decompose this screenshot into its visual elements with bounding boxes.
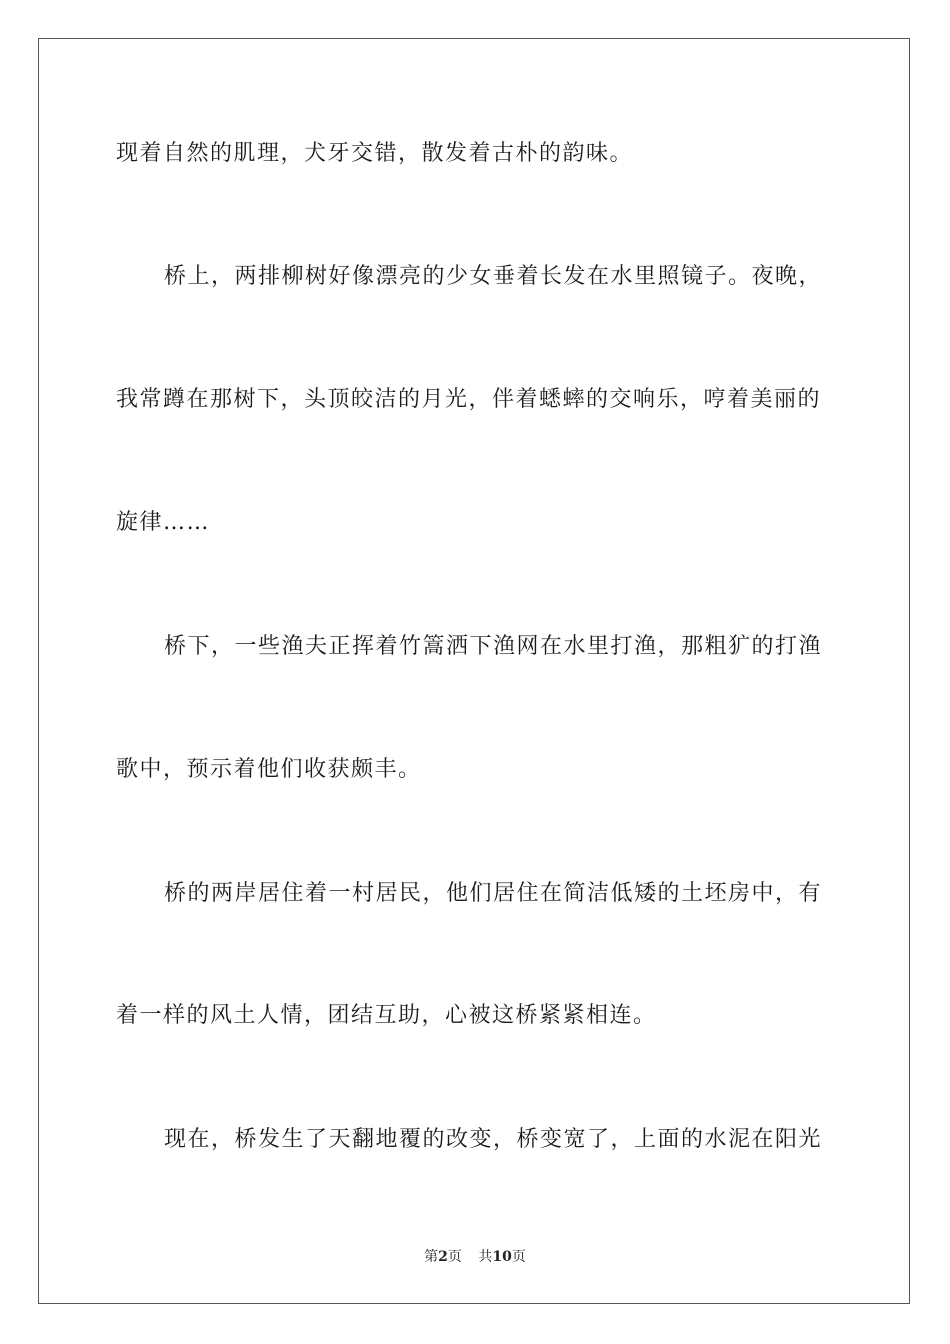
- paragraph-line-5: 桥下，一些渔夫正挥着竹篙洒下渔网在水里打渔，那粗犷的打渔: [164, 634, 823, 659]
- page-footer: [0, 1246, 950, 1266]
- paragraph-line-7: 桥的两岸居住着一村居民，他们居住在简洁低矮的土坯房中，有: [164, 881, 823, 906]
- paragraph-line-1: 现着自然的肌理，犬牙交错，散发着古朴的韵味。: [116, 141, 634, 166]
- paragraph-line-4: 旋律……: [116, 510, 211, 535]
- page-suffix: 页: [447, 1249, 462, 1265]
- paragraph-line-8: 着一样的风土人情，团结互助，心被这桥紧紧相连。: [116, 1003, 657, 1028]
- paragraph-line-3: 我常蹲在那树下，头顶皎洁的月光，伴着蟋蟀的交响乐，哼着美丽的: [116, 387, 822, 412]
- page-prefix: 第: [424, 1249, 439, 1265]
- paragraph-line-2: 桥上，两排柳树好像漂亮的少女垂着长发在水里照镜子。夜晚，: [164, 264, 823, 289]
- total-prefix: 共: [478, 1249, 493, 1265]
- page-border: [38, 38, 910, 1304]
- total-suffix: 页: [511, 1249, 526, 1265]
- paragraph-line-9: 现在，桥发生了天翻地覆的改变，桥变宽了，上面的水泥在阳光: [164, 1127, 823, 1152]
- paragraph-line-6: 歌中，预示着他们收获颇丰。: [116, 757, 422, 782]
- total-indicator: [478, 1249, 525, 1265]
- page-indicator: [424, 1249, 462, 1265]
- total-pages: 10: [492, 1249, 512, 1265]
- page-number: 2: [438, 1249, 448, 1265]
